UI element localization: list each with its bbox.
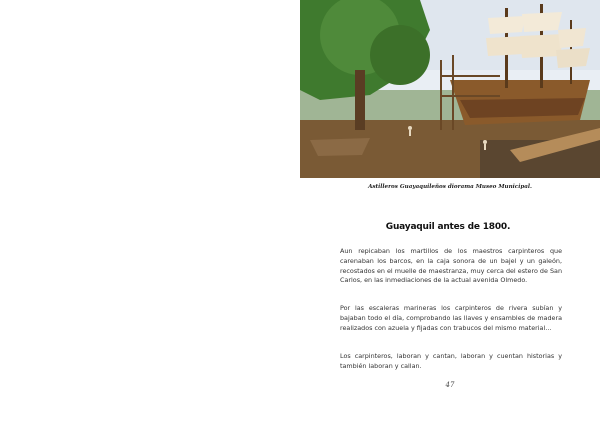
diorama-photo <box>300 0 600 178</box>
paragraph-1: Aun repicaban los martillos de los maestros carpinteros que carenaban los barcos, en la caja sonora de un bajel y un galeón, recostados en el muelle de maestranza, muy cerca del estero de San Carlos, en las inmediaciones de la actual avenida Olmedo. <box>340 247 562 285</box>
section-title: Guayaquil antes de 1800. <box>385 222 511 232</box>
paragraph-2: Por las escaleras marineras los carpinteros de rivera subían y bajaban todo el día, comprobando las llaves y ensambles de madera realizados con azuela y fijadas con trabucos del mismo material… <box>340 304 562 332</box>
photo-caption: Astilleros Guayaquileños diorama Museo Municipal. <box>368 184 532 190</box>
page-number: 47 <box>445 381 455 389</box>
right-page <box>300 0 600 425</box>
diorama-shipyard-photo-icon <box>300 0 600 178</box>
paragraph-3: Los carpinteros, laboran y cantan, laboran y cuentan historias y también laboran y callan. <box>340 352 562 370</box>
